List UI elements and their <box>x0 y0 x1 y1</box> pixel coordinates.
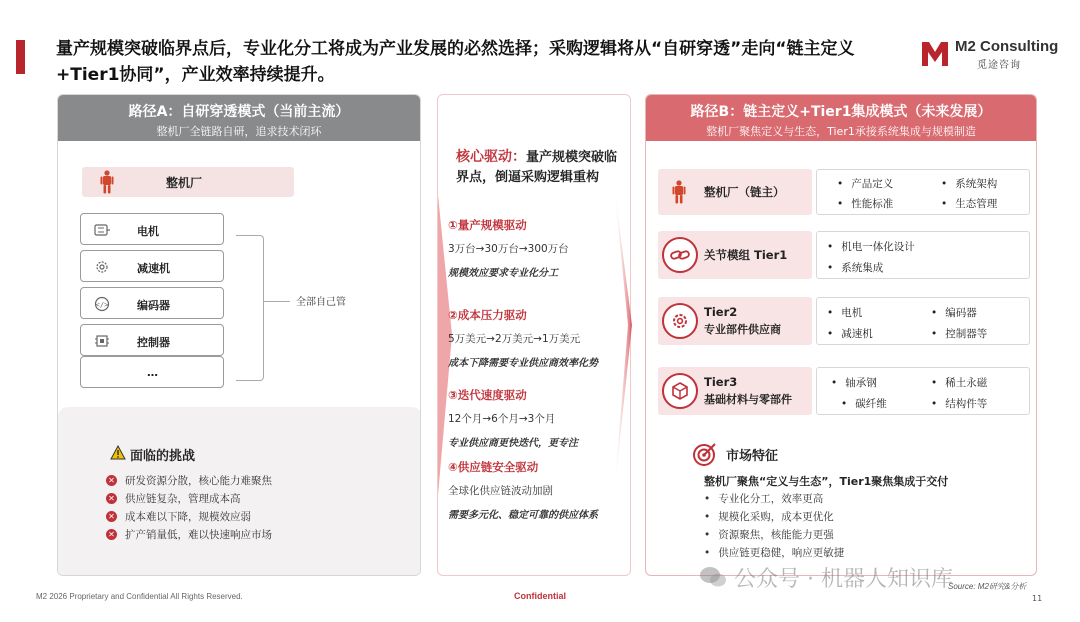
component-reducer <box>80 250 224 282</box>
market-item: • 专业化分工，效率更高 <box>704 491 844 509</box>
wechat-icon <box>698 565 728 589</box>
gear-icon <box>662 303 698 339</box>
challenge-item: ✕ 供应链复杂，管理成本高 <box>106 489 272 507</box>
driver-scale: ①量产规模驱动 3万台→30万台→300万台 规模效应要求专业化分工 <box>448 218 569 279</box>
x-icon: ✕ <box>106 493 117 504</box>
humanoid-robot-icon <box>672 179 686 205</box>
chip-icon <box>93 333 111 349</box>
market-subtitle: 整机厂聚焦“定义与生态”，Tier1聚焦集成于交付 <box>704 475 949 488</box>
path-a-panel <box>57 94 421 576</box>
path-b-header <box>646 95 1036 141</box>
component-label: 控制器 <box>137 336 170 349</box>
warning-icon <box>110 445 126 460</box>
cube-icon <box>662 373 698 409</box>
row-tier2: Tier2 专业部件供应商 • 电机 • 编码器 • 减速机 • 控制器等 <box>658 297 1030 345</box>
accent-bar <box>16 40 25 74</box>
footer-confidential: Confidential <box>514 591 566 601</box>
driver-iteration: ③迭代速度驱动 12个月→6个月→3个月 专业供应商更快迭代，更专注 <box>448 388 578 449</box>
market-item: • 规模化采购，成本更优化 <box>704 509 844 527</box>
x-icon: ✕ <box>106 529 117 540</box>
component-motor <box>80 213 224 245</box>
page-number: 11 <box>1032 594 1043 603</box>
page-headline: 量产规模突破临界点后，专业化分工将成为产业发展的必然选择；采购逻辑将从“自研穿透”走向“链主定义+Tier1协同”，产业效率持续提升。 <box>56 39 855 85</box>
m2-logo-icon <box>920 38 950 68</box>
challenges-box <box>58 407 421 576</box>
component-encoder <box>80 287 224 319</box>
footer-copyright: M2 2026 Proprietary and Confidential All Rights Reserved. <box>36 592 243 601</box>
path-a-title: 路径A：自研穿透模式（当前主流） <box>128 104 350 120</box>
component-label: 减速机 <box>137 262 170 275</box>
component-label: 编码器 <box>137 299 170 312</box>
code-icon <box>93 296 111 312</box>
row-oem-chain-leader: 整机厂（链主） • 产品定义 • 系统架构 • 性能标准 • 生态管理 <box>658 169 1030 215</box>
row-tier3: Tier3 基础材料与零部件 • 轴承钢 • 稀土永磁 • 碳纤维 • 结构件等 <box>658 367 1030 415</box>
motor-icon <box>93 222 111 238</box>
row-title: 关节模组 Tier1 <box>704 248 788 262</box>
path-b-panel <box>645 94 1037 576</box>
x-icon: ✕ <box>106 475 117 486</box>
path-a-subtitle: 整机厂全链路自研，追求技术闭环 <box>156 125 322 138</box>
row-subtitle: 基础材料与零部件 <box>704 393 792 406</box>
market-list <box>704 491 844 563</box>
row-title: Tier3 <box>704 375 738 389</box>
component-more <box>80 356 224 388</box>
x-icon: ✕ <box>106 511 117 522</box>
component-label: … <box>147 366 158 379</box>
chain-link-icon <box>662 237 698 273</box>
bracket-tick <box>264 301 290 302</box>
market-title: 市场特征 <box>726 449 779 464</box>
challenges-list <box>106 471 272 543</box>
gear-icon <box>93 259 111 275</box>
row-title: Tier2 <box>704 305 738 319</box>
core-driver-title: 核心驱动：量产规模突破临界点，倒逼采购逻辑重构 <box>456 149 618 185</box>
svg-text:</>: </> <box>95 301 109 309</box>
challenge-item: ✕ 成本难以下降，规模效应弱 <box>106 507 272 525</box>
brand-logo <box>920 38 1070 72</box>
market-item: • 供应链更稳健，响应更敏捷 <box>704 545 844 563</box>
core-driver-panel <box>437 94 631 576</box>
row-title: 整机厂（链主） <box>704 185 785 199</box>
bracket-label: 全部自己管 <box>296 297 346 308</box>
challenge-item: ✕ 研发资源分散，核心能力难聚焦 <box>106 471 272 489</box>
humanoid-robot-icon <box>100 170 114 194</box>
brand-name: M2 Consulting <box>955 38 1059 55</box>
footer-source: Source: M2研究&分析 <box>948 582 1027 591</box>
row-subtitle: 专业部件供应商 <box>704 323 781 336</box>
path-b-title: 路径B：链主定义+Tier1集成模式（未来发展） <box>690 104 992 120</box>
bracket <box>236 235 264 381</box>
oem-box <box>82 167 294 197</box>
driver-cost: ②成本压力驱动 5万美元→2万美元→1万美元 成本下降需要专业供应商效率化势 <box>448 308 598 369</box>
watermark: 公众号 · 机器人知识库 <box>734 567 953 592</box>
driver-supply-security: ④供应链安全驱动 全球化供应链波动加剧 需要多元化、稳定可靠的供应体系 <box>448 460 598 521</box>
path-a-header <box>58 95 420 141</box>
component-label: 电机 <box>137 225 159 238</box>
oem-label: 整机厂 <box>166 176 203 190</box>
target-icon <box>692 441 718 467</box>
row-joint-module-tier1: 关节模组 Tier1 • 机电一体化设计 • 系统集成 <box>658 231 1030 279</box>
challenge-item: ✕ 扩产销量低，难以快速响应市场 <box>106 525 272 543</box>
market-item: • 资源聚焦，核能能力更强 <box>704 527 844 545</box>
path-b-subtitle: 整机厂聚焦定义与生态，Tier1承接系统集成与规模制造 <box>706 125 976 138</box>
brand-subname: 觅途咨询 <box>977 60 1021 71</box>
challenges-title: 面临的挑战 <box>130 449 196 464</box>
component-controller <box>80 324 224 356</box>
